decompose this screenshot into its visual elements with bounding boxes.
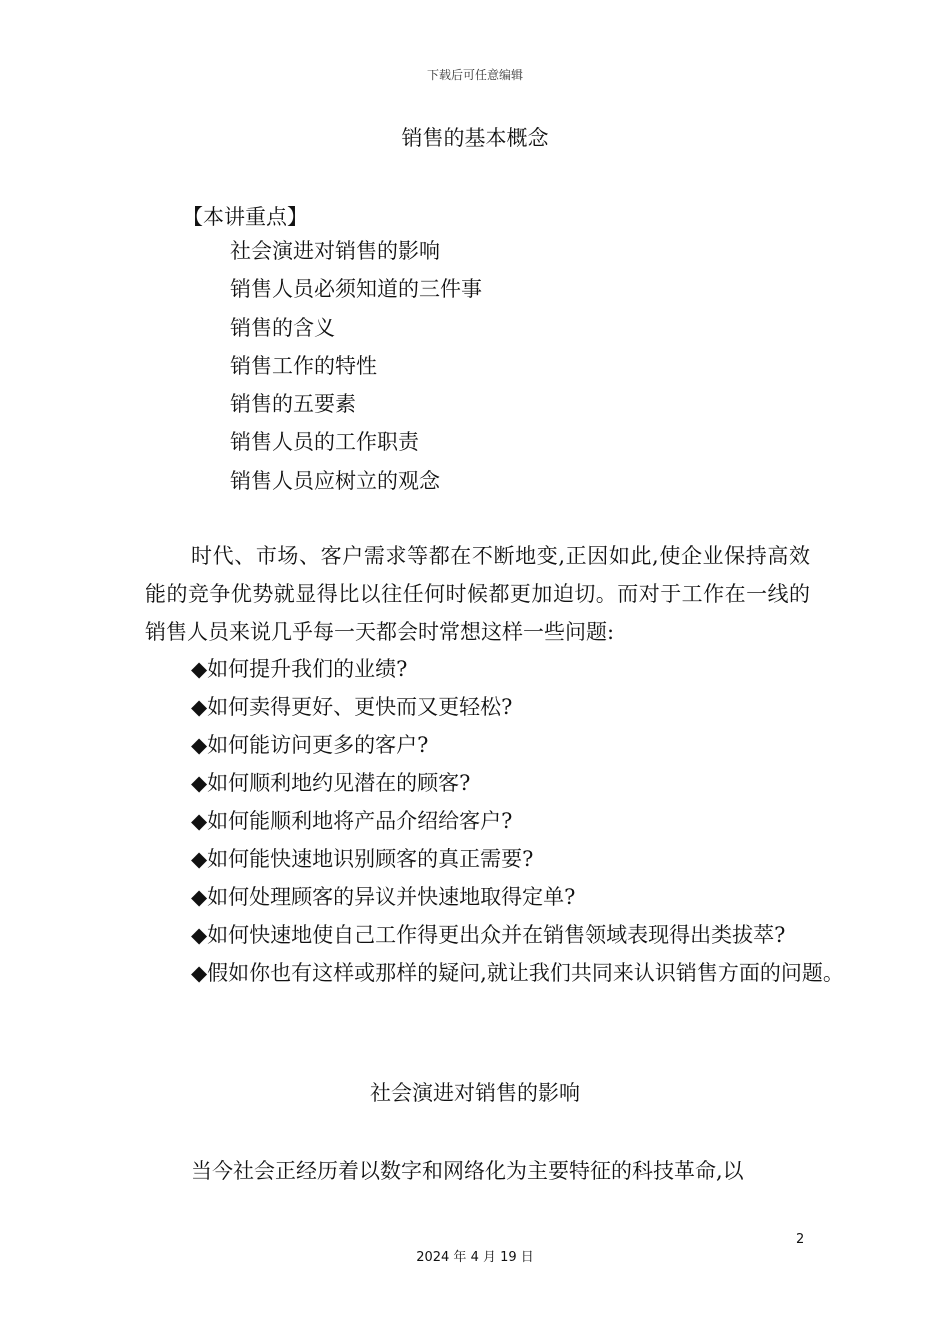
key-point-item: 销售的含义 [230,315,335,340]
page-number: 2 [796,1232,805,1247]
question-item: ◆如何提升我们的业绩? [191,657,408,681]
question-item: ◆如何能访问更多的客户? [191,733,429,757]
key-points-list [230,232,482,500]
intro-paragraph: 时代、市场、客户需求等都在不断地变,正因如此,使企业保持高效能的竞争优势就显得比以往任何时候都更加迫切。而对于工作在一线的销售人员来说几乎每一天都会时常想这样一些问题: [145,544,810,644]
question-item: ◆如何顺利地约见潜在的顾客? [191,771,471,795]
page-footer-date: 2024 年 4 月 19 日 [416,1250,534,1265]
key-point-item: 销售人员必须知道的三件事 [230,277,482,302]
key-point-item: 销售工作的特性 [230,353,377,378]
question-item: ◆如何快速地使自己工作得更出众并在销售领域表现得出类拔萃? [191,923,786,947]
question-item: ◆如何卖得更好、更快而又更轻松? [191,695,513,719]
question-item: ◆如何能快速地识别顾客的真正需要? [191,847,534,871]
question-item: ◆如何处理顾客的异议并快速地取得定单? [191,885,576,909]
key-point-item: 销售人员的工作职责 [230,430,419,455]
question-item: ◆如何能顺利地将产品介绍给客户? [191,809,513,833]
key-point-item: 社会演进对销售的影响 [230,239,440,263]
question-item: ◆假如你也有这样或那样的疑问,就让我们共同来认识销售方面的问题。 [191,961,844,985]
key-point-item: 销售的五要素 [230,392,356,417]
page-header: 下载后可任意编辑 [426,68,523,82]
section-paragraph: 当今社会正经历着以数字和网络化为主要特征的科技革命,以 [191,1159,744,1183]
document-title: 销售的基本概念 [401,126,549,150]
key-point-item: 销售人员应树立的观念 [230,468,440,493]
key-points-label: 【本讲重点】 [182,205,308,229]
question-list [145,650,844,992]
section-heading: 社会演进对销售的影响 [370,1081,580,1105]
